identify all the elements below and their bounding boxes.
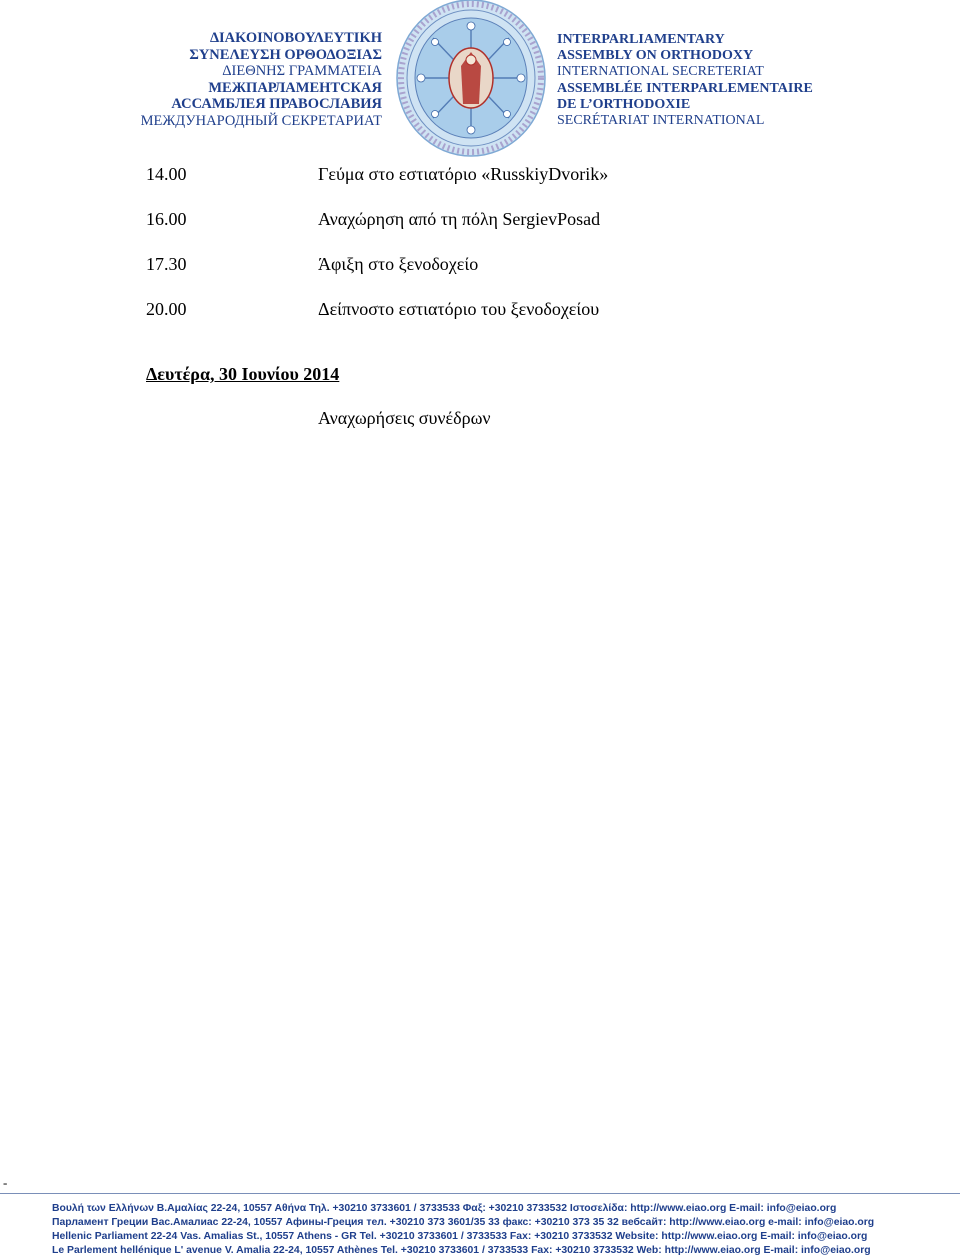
schedule-activity: Δείπνοστο εστιατόριο του ξενοδοχείου xyxy=(318,299,600,319)
letterhead-left-line: МЕЖПАРЛАМЕНТСКАЯ xyxy=(208,79,382,96)
letterhead-right-line: ASSEMBLY ON ORTHODOXY xyxy=(557,48,754,64)
letterhead-left-line: ΣΥΝΕΛΕΥΣΗ ΟΡΘΟΔΟΞΙΑΣ xyxy=(189,46,382,63)
footer-line: Hellenic Parliament 22-24 Vas. Amalias St., 10557 Athens - GR Tel. +30210 3733601 / 3733533 Fax: +30210 3733532 Website: http://www.eiao.org E-mail: info@eiao.org xyxy=(52,1231,868,1243)
footer-line: Парламент Греции Вас.Амалиас 22-24, 10557 Афины-Греция тел. +30210 373 3601/35 33 факс: +30210 373 35 32 вебсайт: http://www.eiao.org e-mail: info@eiao.org xyxy=(52,1217,875,1229)
letterhead-left-line: ΔΙΕΘΝΗΣ ΓΡΑΜΜΑΤΕΙΑ xyxy=(222,63,382,79)
schedule-time: 14.00 xyxy=(146,164,187,184)
letterhead-right-line: ASSEMBLÉE INTERPARLEMENTAIRE xyxy=(557,80,813,96)
schedule-activity: Άφιξη στο ξενοδοχείο xyxy=(318,254,479,274)
letterhead-left xyxy=(140,30,382,129)
schedule-time: 20.00 xyxy=(146,299,187,319)
letterhead-left-line: МЕЖДУНАРОДНЫЙ СЕКРЕТАРИАТ xyxy=(140,112,382,129)
schedule-activity: Αναχώρηση από τη πόλη SergievPosad xyxy=(318,209,601,229)
assembly-seal-logo xyxy=(395,0,547,162)
schedule-row xyxy=(146,299,599,320)
schedule-time: 16.00 xyxy=(146,209,187,229)
schedule-activity: Γεύμα στο εστιατόριο «RusskiyDvorik» xyxy=(318,164,609,184)
letterhead-right-line: INTERNATIONAL SECRETERIAT xyxy=(557,64,764,80)
letterhead-left-line: АССАМБЛЕЯ ПРАВОСЛАВИЯ xyxy=(171,96,382,112)
footer-divider xyxy=(0,1193,960,1194)
footer-line: Βουλή των Ελλήνων Β.Αμαλίας 22-24, 10557 Αθήνα Τηλ. +30210 3733601 / 3733533 Φαξ: +30210 3733532 Ιστοσελίδα: http://www.eiao.org E-mail: info@eiao.org xyxy=(52,1203,837,1214)
letterhead-right xyxy=(557,32,847,129)
margin-mark: - xyxy=(3,1175,8,1190)
footer-line: Le Parlement hellénique L' avenue V. Amalia 22-24, 10557 Athènes Tel. +30210 3733601 / 3733533 Fax: +30210 3733532 Web: http://www.eiao.org E-mail: info@eiao.org xyxy=(52,1245,871,1257)
schedule-row xyxy=(146,209,600,230)
letterhead-right-line: DE L’ORTHODOXIE xyxy=(557,96,691,112)
schedule-row xyxy=(146,164,608,185)
footer-contact xyxy=(52,1202,932,1258)
letterhead-right-line: SECRÉTARIAT INTERNATIONAL xyxy=(557,113,765,129)
schedule-row xyxy=(146,254,478,275)
day-item: Αναχωρήσεις συνέδρων xyxy=(318,408,491,428)
letterhead-right-line: INTERPARLIAMENTARY xyxy=(557,32,725,47)
letterhead-left-line: ΔΙΑΚΟΙΝΟΒΟΥΛΕΥΤΙΚΗ xyxy=(209,30,382,46)
day-heading: Δευτέρα, 30 Ιουνίου 2014 xyxy=(146,364,340,384)
schedule-time: 17.30 xyxy=(146,254,187,274)
